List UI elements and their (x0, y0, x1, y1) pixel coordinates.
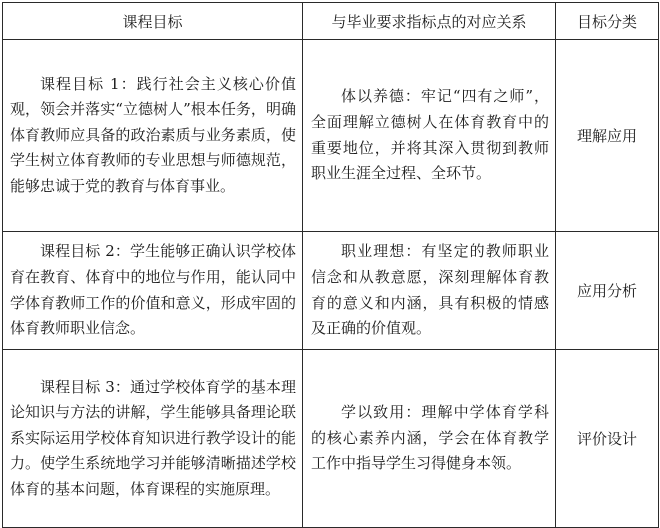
table-header-row (3, 3, 659, 40)
requirement-text: 学以致用：理解中学体育学科的核心素养内涵，学会在体育教学工作中指导学生习得健身本领。 (311, 403, 549, 473)
objective-cell (3, 40, 303, 232)
objective-cell (3, 350, 303, 528)
requirement-text: 职业理想：有坚定的教师职业信念和从教意愿，深刻理解体育教育的意义和内涵，具有积极的情感及正确的价值观。 (311, 242, 549, 338)
course-objectives-table (2, 2, 659, 528)
objective-text: 课程目标 1：践行社会主义核心价值观，领会并落实“立德树人”根本任务，明确体育教师应具备的政治素质与业务素质，使学生树立体育教师的专业思想与师德规范，能够忠诚于党的教育与体育事业。 (10, 74, 296, 195)
objective-cell (3, 232, 303, 350)
table-row (3, 40, 659, 232)
requirement-cell (303, 350, 556, 528)
header-graduation-requirement: 与毕业要求指标点的对应关系 (303, 3, 556, 40)
category-cell: 应用分析 (556, 232, 659, 350)
objective-text: 课程目标 3：通过学校体育学的基本理论知识与方法的讲解，学生能够具备理论联系实际运用学校体育知识进行教学设计的能力。使学生系统地学习并能够清晰描述学校体育的基本问题，体育课程的实施原理。 (10, 377, 296, 498)
header-objective-category: 目标分类 (556, 3, 659, 40)
category-cell: 理解应用 (556, 40, 659, 232)
requirement-cell (303, 40, 556, 232)
objective-text: 课程目标 2：学生能够正确认识学校体育在教育、体育中的地位与作用，能认同中学体育教师工作的价值和意义，形成牢固的体育教师职业信念。 (10, 242, 296, 338)
table-row (3, 350, 659, 528)
requirement-cell (303, 232, 556, 350)
category-cell: 评价设计 (556, 350, 659, 528)
requirement-text: 体以养德：牢记“四有之师”，全面理解立德树人在体育教育中的重要地位，并将其深入贯彻到教师职业生涯全过程、全环节。 (311, 87, 549, 183)
header-course-objective: 课程目标 (3, 3, 303, 40)
table-row (3, 232, 659, 350)
